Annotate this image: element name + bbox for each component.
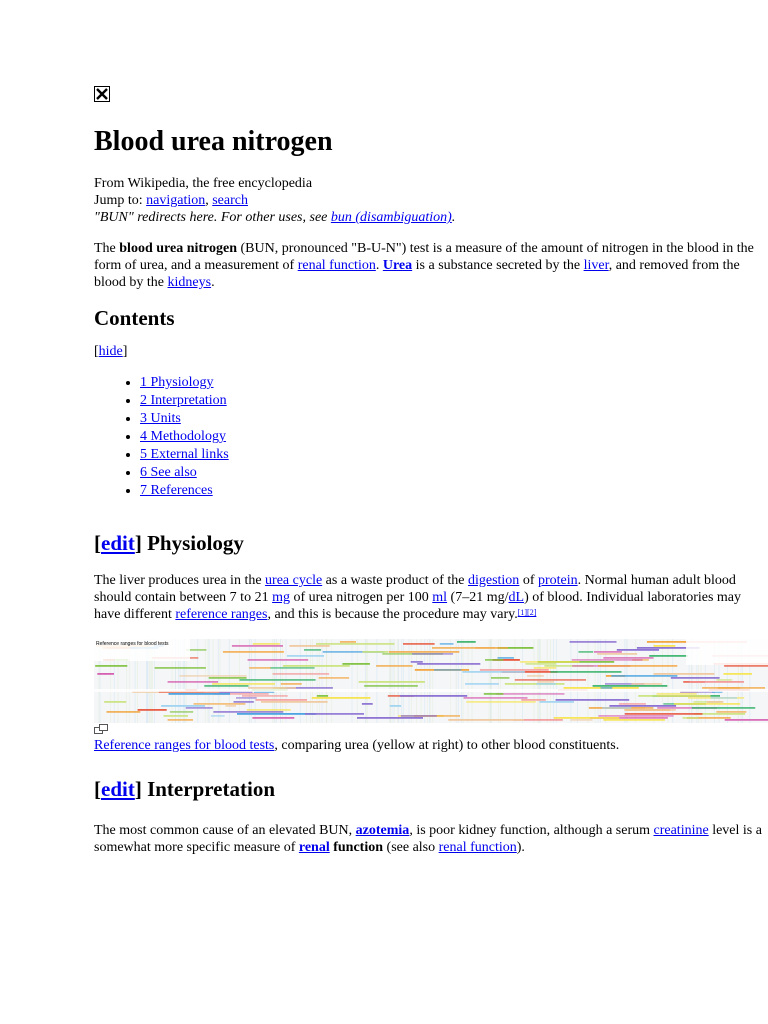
jump-navigation-link[interactable]: navigation xyxy=(146,193,206,208)
reference-superscript[interactable]: [1][2] xyxy=(517,608,537,617)
reference-ranges-image xyxy=(94,639,768,723)
toc-toggle: [hide] xyxy=(94,344,128,359)
reference-ranges-link[interactable]: reference ranges xyxy=(175,607,268,622)
toc-item xyxy=(140,374,768,392)
edit-physiology-link[interactable]: edit xyxy=(101,531,135,555)
toc-link-see-also[interactable]: 6 See also xyxy=(140,465,197,480)
renal-function-link[interactable]: renal function xyxy=(297,258,376,273)
interpretation-paragraph: The most common cause of an elevated BUN, azotemia, is poor kidney function, although a serum creatinine level is a somewhat more specific measure of renal function (see also renal function). xyxy=(94,823,762,855)
hide-toc-link[interactable]: hide xyxy=(98,344,123,359)
figure-caption: Reference ranges for blood tests, comparing urea (yellow at right) to other blood constituents. xyxy=(94,738,620,753)
toc-link-interpretation[interactable]: 2 Interpretation xyxy=(140,393,227,408)
reference-ranges-figure[interactable] xyxy=(94,639,768,723)
bold-function: function xyxy=(333,840,384,855)
mg-link[interactable]: mg xyxy=(272,590,290,605)
toc-item xyxy=(140,410,768,428)
bold-term: blood urea nitrogen xyxy=(119,241,237,256)
creatinine-link[interactable]: creatinine xyxy=(653,823,709,838)
table-of-contents xyxy=(94,374,768,500)
digestion-link[interactable]: digestion xyxy=(467,573,520,588)
intro-paragraph: The blood urea nitrogen (BUN, pronounced "B-U-N") test is a measure of the amount of nitrogen in the blood in the form of urea, and a measurement of renal function. Urea is a substance secreted by the liver, and removed from the blood by the kidneys. xyxy=(94,241,754,290)
toc-link-physiology[interactable]: 1 Physiology xyxy=(140,375,214,390)
toc-link-units[interactable]: 3 Units xyxy=(140,411,181,426)
toc-item xyxy=(140,392,768,410)
interpretation-heading: [edit] Interpretation xyxy=(94,777,276,801)
toc-link-external-links[interactable]: 5 External links xyxy=(140,447,229,462)
toc-item xyxy=(140,482,768,500)
protein-link[interactable]: protein xyxy=(537,573,578,588)
azotemia-link[interactable]: azotemia xyxy=(355,823,410,838)
toc-link-references[interactable]: 7 References xyxy=(140,483,213,498)
article-meta xyxy=(94,175,768,226)
toc-item xyxy=(140,428,768,446)
edit-interpretation-link[interactable]: edit xyxy=(101,777,135,801)
broken-image-icon xyxy=(94,86,110,102)
ml-link[interactable]: ml xyxy=(432,590,448,605)
jump-search-link[interactable]: search xyxy=(212,193,248,208)
dl-link[interactable]: dL xyxy=(508,590,525,605)
urea-cycle-link[interactable]: urea cycle xyxy=(265,573,323,588)
contents-heading: Contents xyxy=(94,306,175,330)
toc-item xyxy=(140,446,768,464)
disambiguation-link[interactable]: bun (disambiguation) xyxy=(330,210,452,225)
article-page xyxy=(94,86,768,856)
kidneys-link[interactable]: kidneys xyxy=(167,275,212,290)
toc-link-methodology[interactable]: 4 Methodology xyxy=(140,429,226,444)
from-line: From Wikipedia, the free encyclopedia xyxy=(94,176,313,191)
magnify-icon[interactable] xyxy=(94,723,768,735)
urea-link[interactable]: Urea xyxy=(382,258,413,273)
page-title: Blood urea nitrogen xyxy=(94,126,333,157)
liver-link[interactable]: liver xyxy=(583,258,609,273)
physiology-heading: [edit] Physiology xyxy=(94,531,244,555)
physiology-paragraph: The liver produces urea in the urea cycle as a waste product of the digestion of protein. Normal human adult blood should contain between 7 to 21 mg of urea nitrogen per 100 ml (7–21 mg/dL) of blood. Individual laboratories may have different reference ranges, and this is because the procedure may vary.[1][2] xyxy=(94,573,742,622)
caption-link[interactable]: Reference ranges for blood tests xyxy=(94,738,275,753)
renal-link[interactable]: renal xyxy=(298,840,330,855)
jump-line: Jump to: navigation, search xyxy=(94,193,248,208)
figure-title-text: Reference ranges for blood tests xyxy=(96,641,169,647)
renal-function-link-2[interactable]: renal function xyxy=(438,840,517,855)
toc-item xyxy=(140,464,768,482)
redirect-note: "BUN" redirects here. For other uses, see bun (disambiguation). xyxy=(94,210,456,225)
